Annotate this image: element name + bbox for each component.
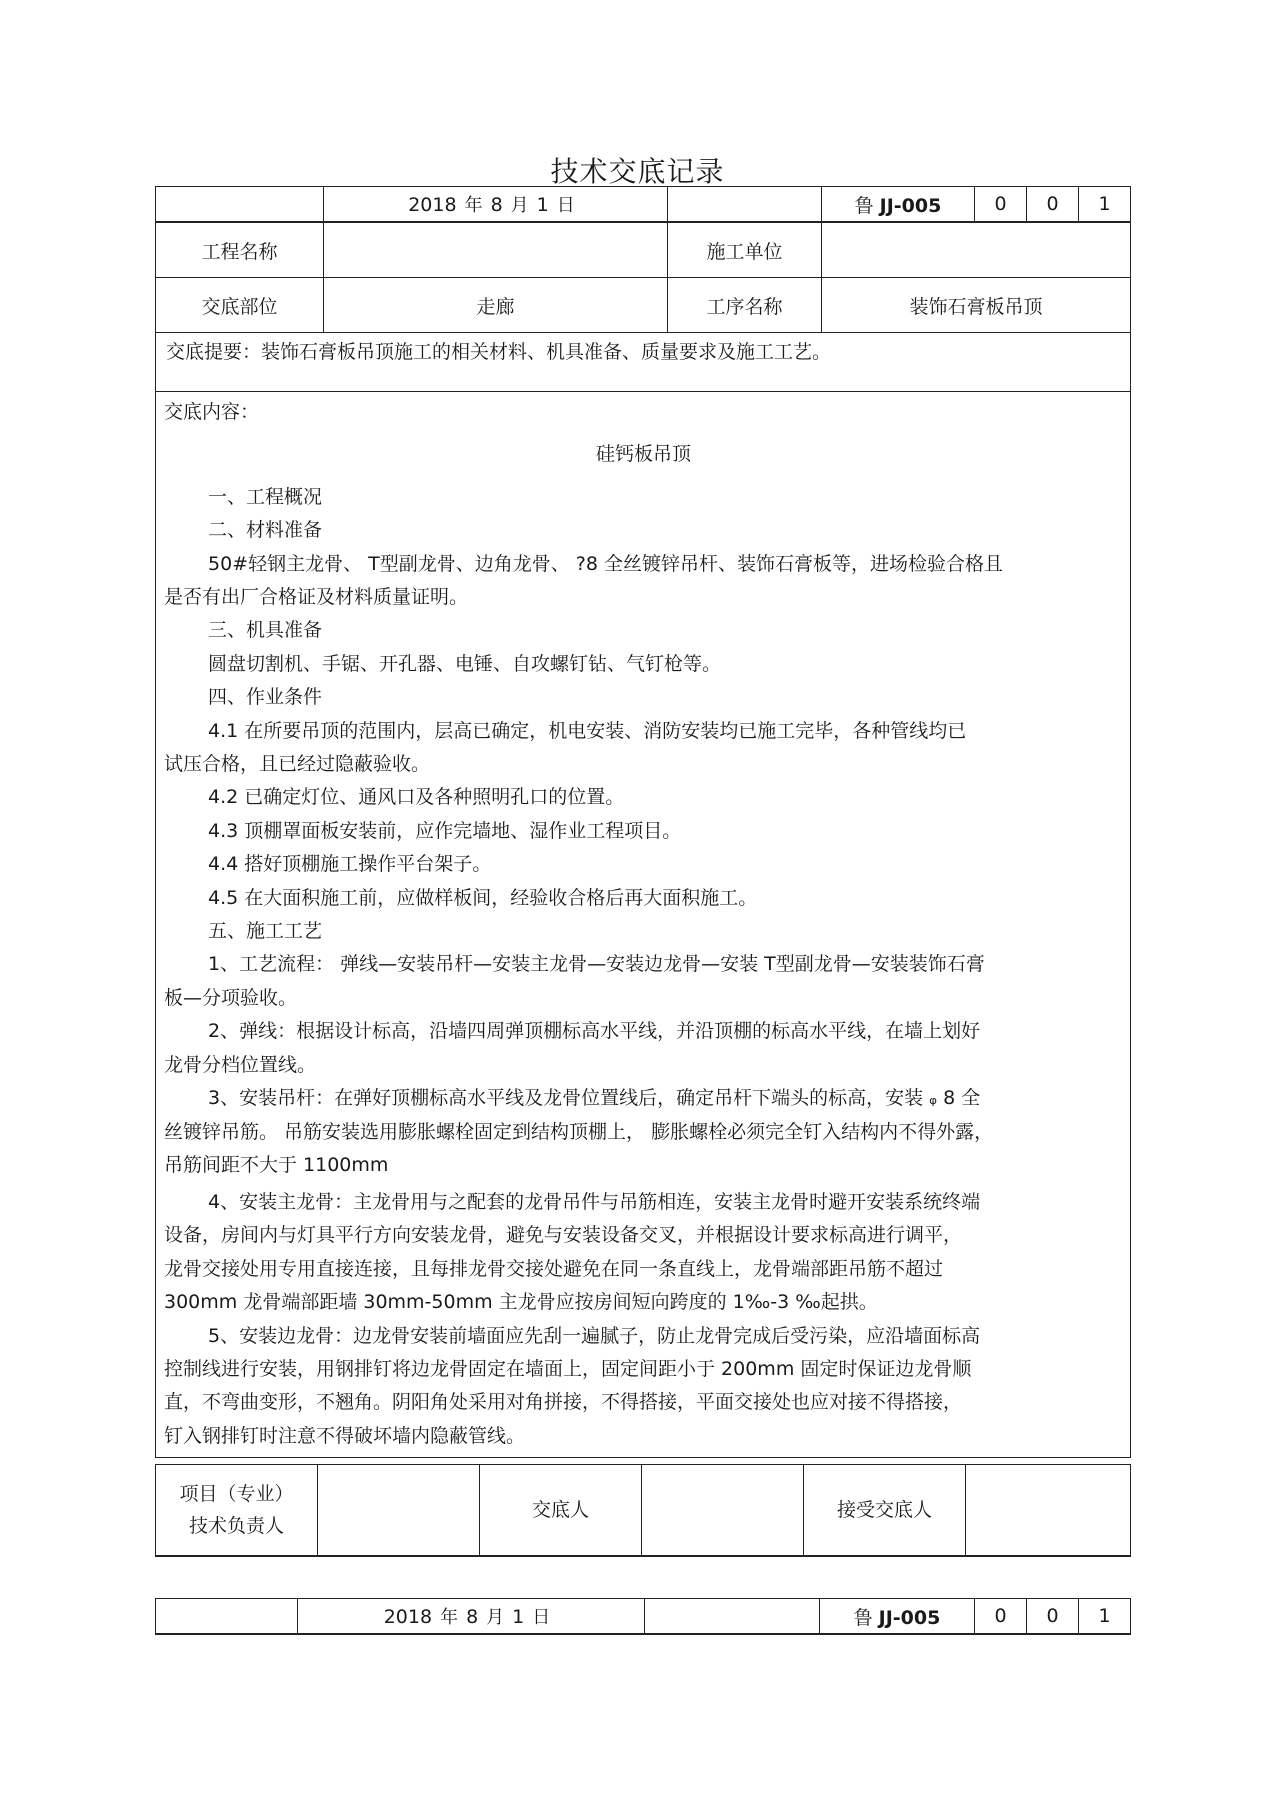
content-line: 4.2 已确定灯位、通风口及各种照明孔口的位置。	[208, 786, 625, 808]
content-line: 4.4 搭好顶棚施工操作平台架子。	[208, 853, 492, 875]
footer-blank-cell	[156, 1599, 298, 1635]
footer-row-table	[155, 1598, 1131, 1635]
summary: 交底提要：装饰石膏板吊顶施工的相关材料、机具准备、质量要求及施工工艺。	[156, 333, 1131, 392]
content-line: 钉入钢排钉时注意不得破坏墙内隐蔽管线。	[164, 1425, 526, 1447]
content-line: 4、安装主龙骨：主龙骨用与之配套的龙骨吊件与吊筋相连，安装主龙骨时避开安装系统终端	[208, 1191, 981, 1213]
content-cell	[156, 392, 1131, 1458]
content-subtitle: 硅钙板吊顶	[595, 443, 691, 465]
construction-unit-label: 施工单位	[668, 223, 822, 278]
footer-record-code	[820, 1599, 975, 1635]
month: 8	[490, 194, 503, 216]
record-table	[155, 222, 1131, 1458]
receiver-label: 接受交底人	[804, 1465, 966, 1557]
page-digit-3: 1	[1079, 187, 1131, 222]
content-line: 吊筋间距不大于 1100mm	[164, 1154, 389, 1176]
content-line: 5、安装边龙骨：边龙骨安装前墙面应先刮一遍腻子，防止龙骨完成后受污染，应沿墙面标高	[208, 1325, 981, 1347]
content-line: 设备，房间内与灯具平行方向安装龙骨，避免与安装设备交叉，并根据设计要求标高进行调平，	[164, 1224, 963, 1246]
content-line: 龙骨交接处用专用直接连接，且每排龙骨交接处避免在同一条直线上，龙骨端部距吊筋不超过	[164, 1258, 944, 1280]
content-line: 直，不弯曲变形，不翘角。阴阳角处采用对角拼接，不得搭接，平面交接处也应对接不得搭接，	[164, 1391, 963, 1413]
day: 1	[536, 194, 549, 216]
process-value: 装饰石膏板吊顶	[822, 278, 1131, 333]
footer-page-digit-2: 0	[1027, 1599, 1079, 1635]
year: 2018	[408, 194, 457, 216]
construction-unit-value	[822, 223, 1131, 278]
month-unit: 月	[486, 1607, 505, 1628]
year-unit: 年	[440, 1607, 459, 1628]
content-line: 四、作业条件	[208, 686, 323, 708]
code-prefix: 鲁	[853, 1606, 873, 1629]
document-title: 技术交底记录	[550, 155, 725, 188]
discloser-label: 交底人	[480, 1465, 642, 1557]
project-name-label: 工程名称	[156, 223, 324, 278]
code-prefix: 鲁	[854, 194, 874, 217]
record-code	[822, 187, 975, 222]
content-line: 4.3 顶棚罩面板安装前，应作完墙地、湿作业工程项目。	[208, 820, 682, 842]
content-label: 交底内容：	[164, 401, 260, 423]
page-digit-2: 0	[1027, 187, 1079, 222]
content-line: 4.5 在大面积施工前，应做样板间，经验收合格后再大面积施工。	[208, 887, 758, 909]
content-line: 50#轻钢主龙骨、 T型副龙骨、边角龙骨、 ?8 全丝镀锌吊杆、装饰石膏板等，进场检验合格且	[208, 553, 1003, 575]
content-line: 是否有出厂合格证及材料质量证明。	[164, 586, 469, 608]
footer-page-digit-3: 1	[1079, 1599, 1131, 1635]
day-unit: 日	[556, 195, 575, 216]
code-value: JJ-005	[879, 194, 942, 217]
content-line: 圆盘切割机、手锯、开孔器、电锤、自攻螺钉钻、气钉枪等。	[208, 653, 722, 675]
content-line: 控制线进行安装，用钢排钉将边龙骨固定在墙面上，固定间距小于 200mm 固定时保证边龙骨顺	[164, 1358, 972, 1380]
content-line: 300mm 龙骨端部距墙 30mm-50mm 主龙骨应按房间短向跨度的 1‰-3 ‰起拱。	[164, 1291, 878, 1313]
content-line: 龙骨分档位置线。	[164, 1054, 317, 1076]
location-label: 交底部位	[156, 278, 324, 333]
content-body	[156, 392, 1130, 1457]
process-label: 工序名称	[668, 278, 822, 333]
header-blank-cell	[156, 187, 324, 222]
content-line: 3、安装吊杆：在弹好顶棚标高水平线及龙骨位置线后，确定吊杆下端头的标高，安装 ᵩ 8 全	[208, 1087, 981, 1109]
content-line: 4.1 在所要吊顶的范围内，层高已确定，机电安装、消防安装均已施工完毕，各种管线均已	[208, 720, 967, 742]
content-line: 丝镀锌吊筋。 吊筋安装选用膨胀螺栓固定到结构顶棚上， 膨胀螺栓必须完全钉入结构内不得外露，	[164, 1121, 994, 1143]
receiver-signature	[966, 1465, 1131, 1557]
content-line: 三、机具准备	[208, 619, 323, 641]
discloser-signature	[642, 1465, 804, 1557]
location-value: 走廊	[324, 278, 668, 333]
tech-lead-label-line1: 项目（专业）	[179, 1483, 294, 1505]
month: 8	[466, 1606, 479, 1628]
header-date	[324, 187, 668, 222]
tech-lead-signature	[318, 1465, 480, 1557]
year-unit: 年	[464, 195, 483, 216]
tech-lead-label	[156, 1465, 318, 1557]
content-line: 板—分项验收。	[164, 987, 298, 1009]
footer-blank-cell-2	[645, 1599, 820, 1635]
content-line: 二、材料准备	[208, 519, 323, 541]
content-line: 一、工程概况	[208, 486, 323, 508]
tech-lead-label-line2: 技术负责人	[188, 1515, 284, 1537]
day: 1	[512, 1606, 525, 1628]
year: 2018	[383, 1606, 433, 1628]
page-digit-1: 0	[975, 187, 1027, 222]
content-line: 1、工艺流程： 弹线—安装吊杆—安装主龙骨—安装边龙骨—安装 T型副龙骨—安装装饰石膏	[208, 953, 985, 975]
signature-table	[155, 1464, 1131, 1557]
header-blank-cell-2	[668, 187, 822, 222]
content-line: 2、弹线：根据设计标高，沿墙四周弹顶棚标高水平线，并沿顶棚的标高水平线，在墙上划好	[208, 1020, 981, 1042]
code-value: JJ-005	[878, 1606, 941, 1629]
header-row-table	[155, 186, 1131, 222]
day-unit: 日	[532, 1607, 551, 1628]
project-name-value	[324, 223, 668, 278]
month-unit: 月	[510, 195, 529, 216]
content-line: 五、施工工艺	[208, 920, 323, 942]
footer-date	[298, 1599, 645, 1635]
footer-page-digit-1: 0	[975, 1599, 1027, 1635]
content-line: 试压合格，且已经过隐蔽验收。	[164, 753, 431, 775]
